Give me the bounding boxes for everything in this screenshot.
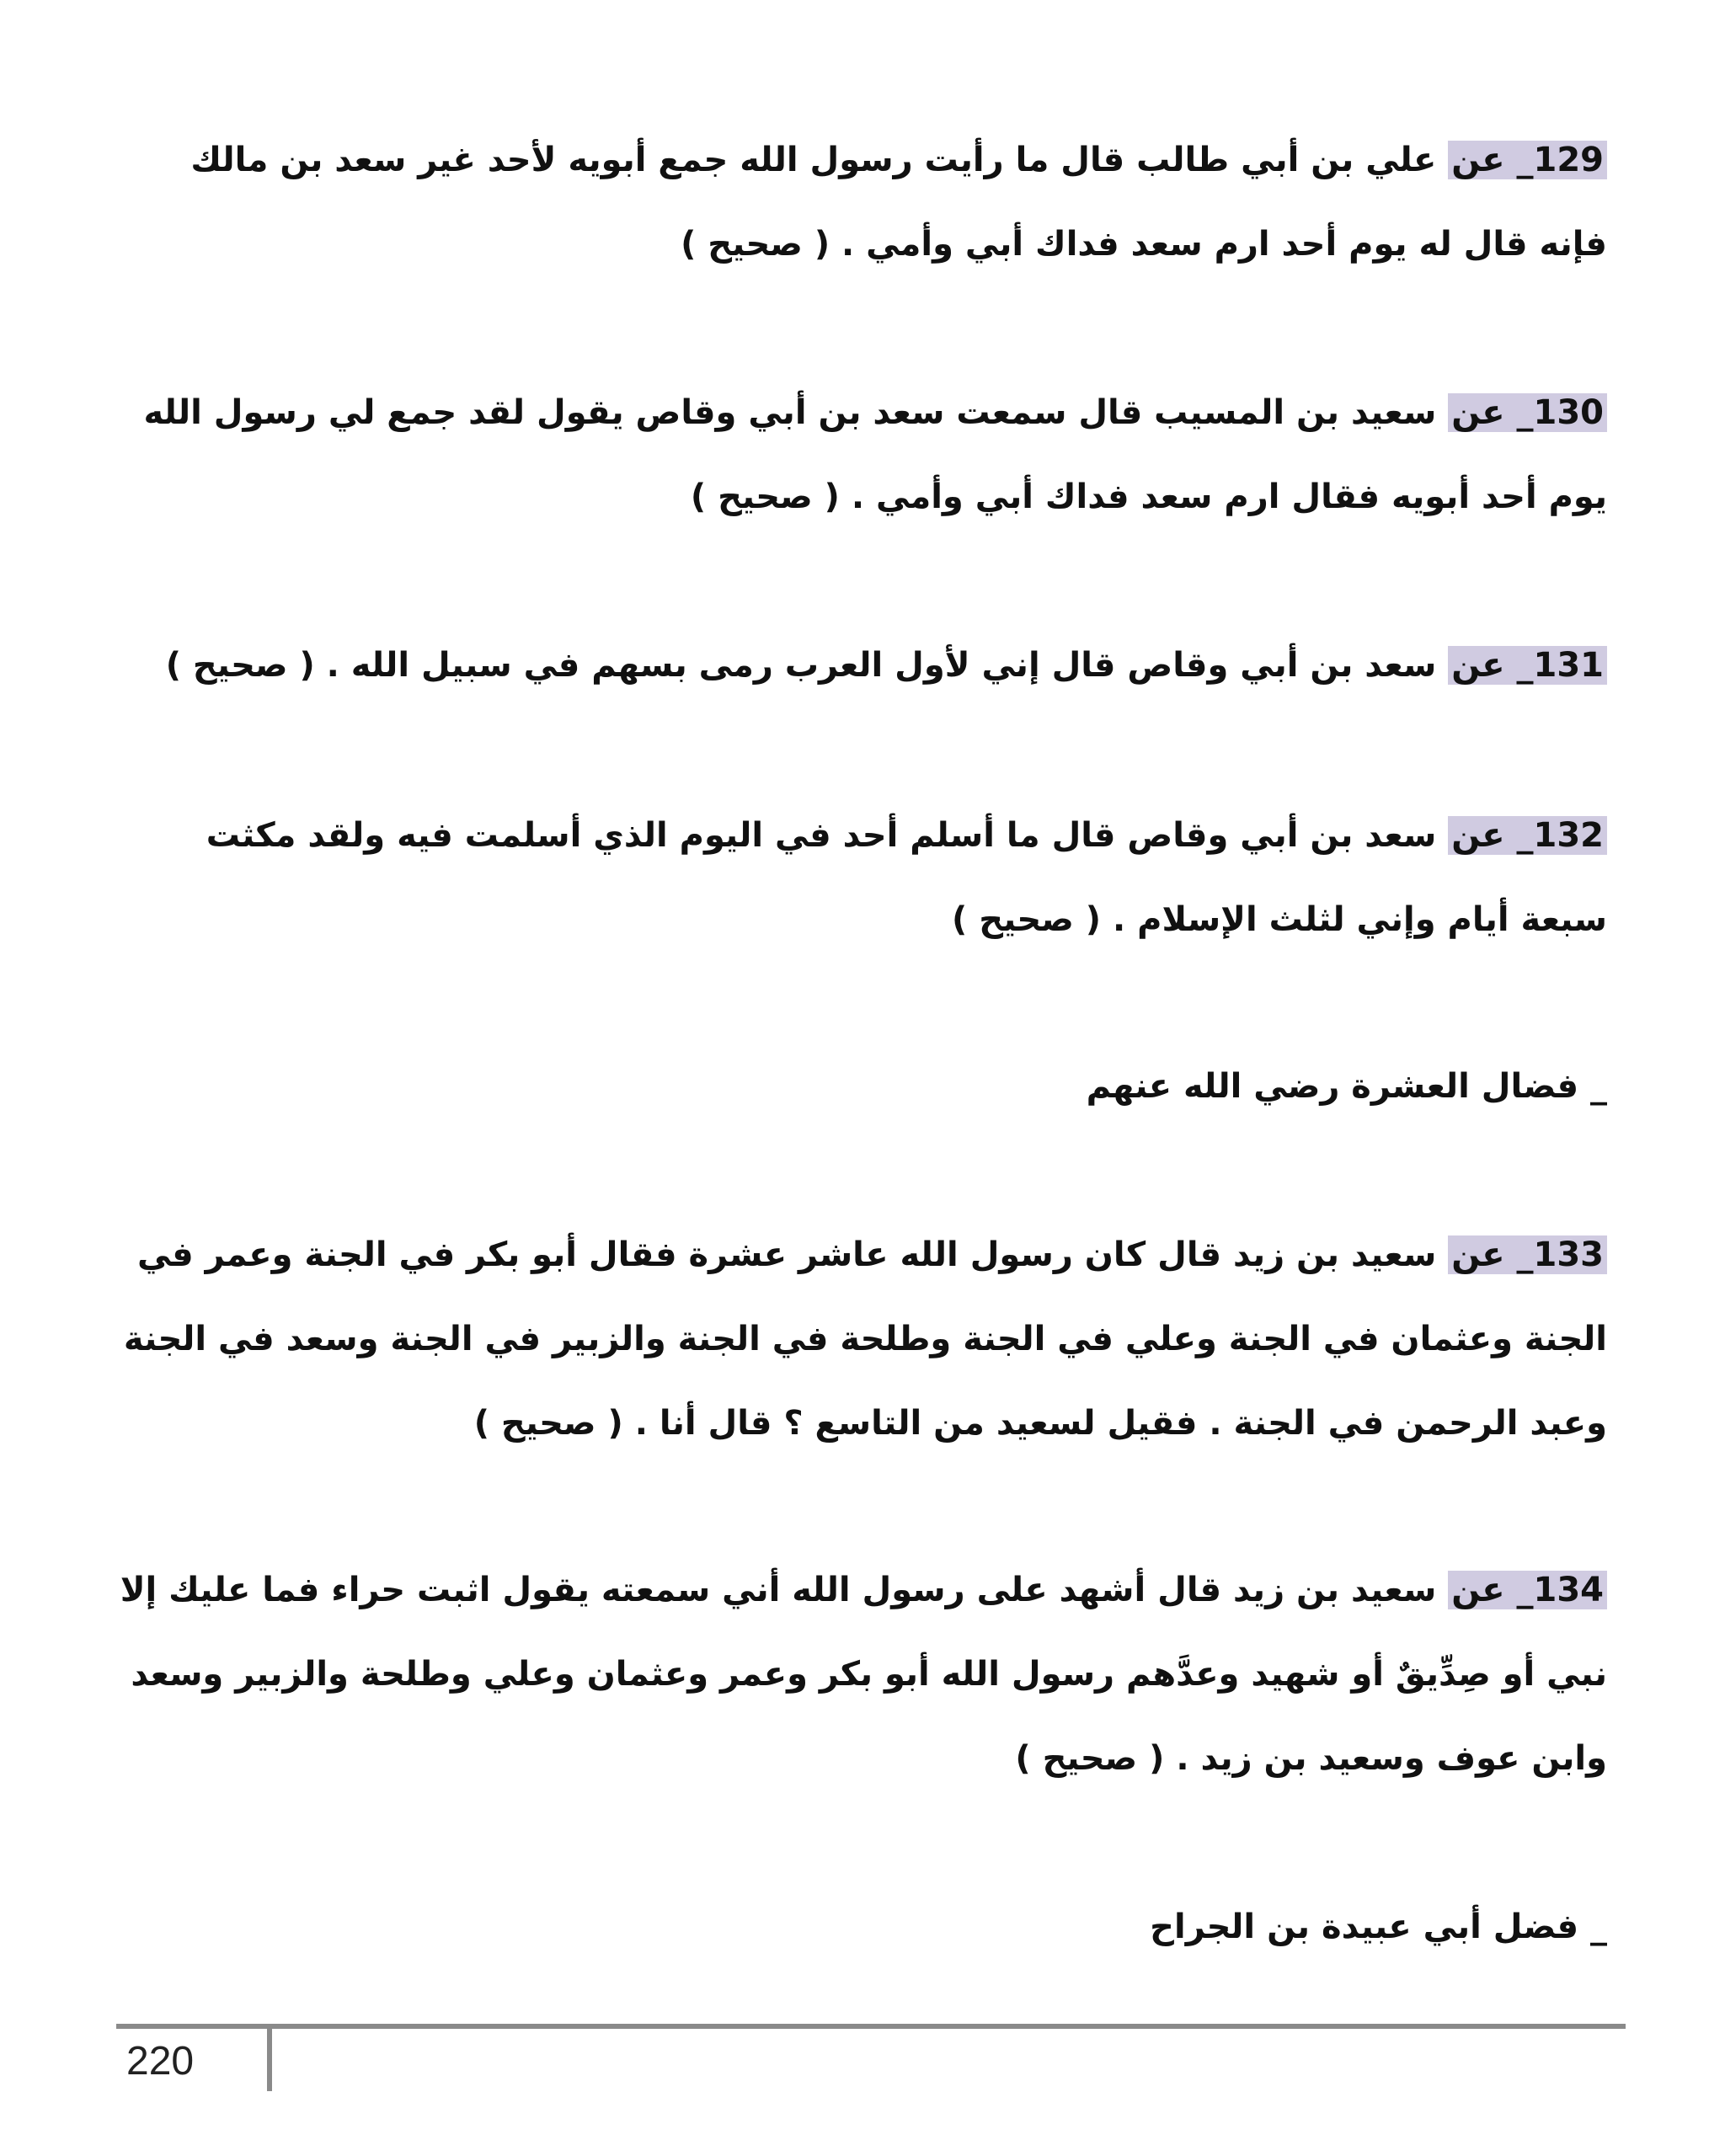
hadith-number: 132_ عن bbox=[1448, 816, 1607, 855]
hadith-text: سعد بن أبي وقاص قال إني لأول العرب رمى بسهم في سبيل الله . ( صحيح ) bbox=[165, 646, 1449, 685]
section-heading-abu-ubaida: _ فضل أبي عبيدة بن الجراح bbox=[1150, 1908, 1607, 1946]
hadith-text: سعيد بن زيد قال أشهد على رسول الله أني سمعته يقول اثبت حراء فما عليك إلا نبي أو صِدِّيقٌ أو شهيد وعدَّهم رسول الله أبو بكر وعمر وعثمان وعلي وطلحة والزبير وسعد وابن عوف وسعيد بن زيد . ( صحيح ) bbox=[120, 1571, 1607, 1778]
hadith-134 bbox=[116, 1548, 1607, 1801]
hadith-133 bbox=[116, 1213, 1607, 1465]
hadith-number: 130_ عن bbox=[1448, 393, 1607, 432]
footer-rule bbox=[116, 2024, 1626, 2029]
hadith-number: 131_ عن bbox=[1448, 646, 1607, 685]
hadith-132 bbox=[116, 793, 1607, 962]
hadith-number: 129_ عن bbox=[1448, 141, 1607, 179]
hadith-number: 133_ عن bbox=[1448, 1235, 1607, 1274]
hadith-text: سعد بن أبي وقاص قال ما أسلم أحد في اليوم الذي أسلمت فيه ولقد مكثت سبعة أيام وإني لثلث الإسلام . ( صحيح ) bbox=[206, 816, 1607, 939]
hadith-text: سعيد بن زيد قال كان رسول الله عاشر عشرة فقال أبو بكر في الجنة وعمر في الجنة وعثمان في الجنة وعلي في الجنة وطلحة في الجنة والزبير في الجنة وسعد في الجنة وعبد الرحمن في الجنة . فقيل لسعيد من التاسع ؟ قال أنا . ( صحيح ) bbox=[123, 1235, 1607, 1443]
section-heading-ten: _ فضال العشرة رضي الله عنهم bbox=[1086, 1067, 1607, 1106]
hadith-130 bbox=[116, 371, 1607, 539]
page-number: 220 bbox=[126, 2039, 195, 2084]
hadith-129 bbox=[116, 118, 1607, 286]
hadith-number: 134_ عن bbox=[1448, 1571, 1607, 1609]
hadith-text: علي بن أبي طالب قال ما رأيت رسول الله جمع أبويه لأحد غير سعد بن مالك فإنه قال له يوم أحد ارم سعد فداك أبي وأمي . ( صحيح ) bbox=[190, 141, 1607, 264]
hadith-131 bbox=[116, 623, 1607, 707]
footer-divider bbox=[267, 2024, 272, 2091]
hadith-text: سعيد بن المسيب قال سمعت سعد بن أبي وقاص يقول لقد جمع لي رسول الله يوم أحد أبويه فقال ارم سعد فداك أبي وأمي . ( صحيح ) bbox=[143, 393, 1607, 516]
